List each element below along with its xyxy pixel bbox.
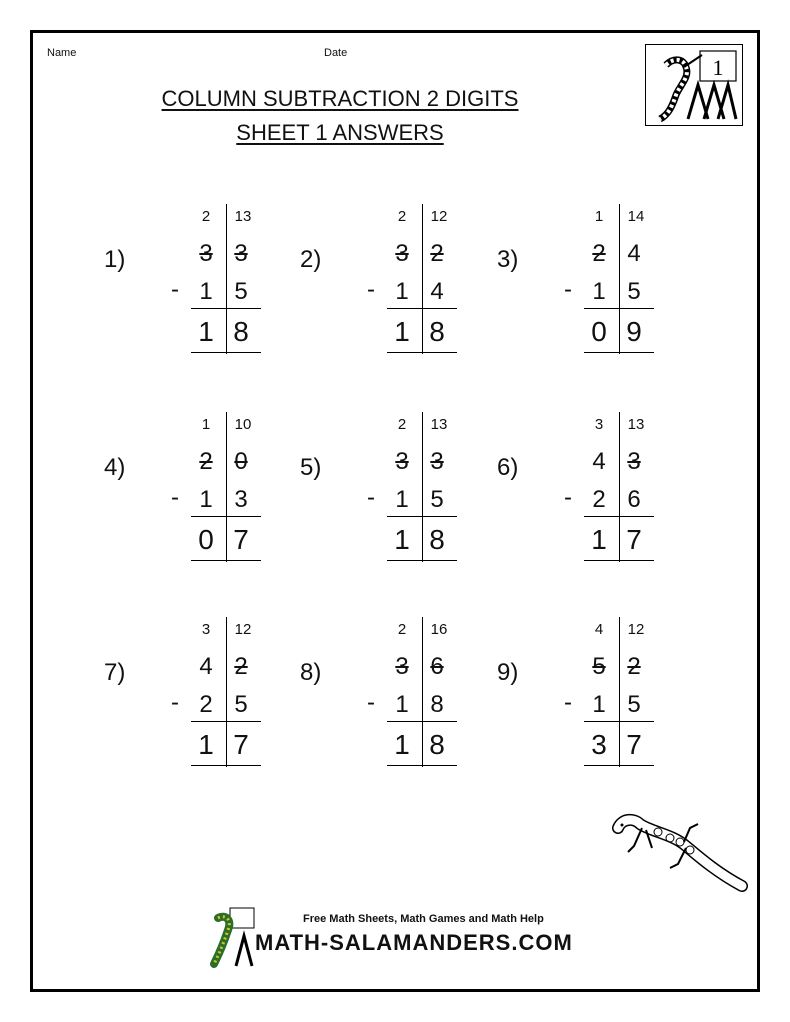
problem-3: [497, 204, 677, 364]
borrow-ones: 12: [234, 621, 252, 638]
minus-sign: -: [367, 276, 375, 303]
problem-5: [300, 412, 480, 572]
place-value-divider: [226, 617, 227, 767]
footer-logo-icon: [208, 906, 258, 968]
place-value-divider: [422, 204, 423, 354]
subtrahend-ones: 6: [627, 486, 641, 513]
borrow-ones: 13: [430, 416, 448, 433]
borrow-tens: 3: [594, 416, 604, 433]
problem-number: 9): [497, 659, 519, 686]
top-ones-digit: 4: [627, 240, 641, 267]
subtrahend-ones: 5: [234, 278, 248, 305]
answer-ones: 8: [233, 316, 249, 347]
answer-tens: 3: [591, 729, 607, 760]
problem-8: [300, 617, 480, 777]
subtrahend-ones: 3: [234, 486, 248, 513]
logo-number: 1: [712, 55, 724, 80]
subtrahend-tens: 1: [592, 278, 606, 305]
problem-number: 5): [300, 454, 322, 481]
date-label: Date: [324, 47, 348, 59]
subtrahend-tens: 1: [199, 278, 213, 305]
worksheet-subtitle: SHEET 1 ANSWERS: [236, 120, 444, 145]
top-tens-digit: 2: [592, 240, 606, 267]
footer-tagline: Free Math Sheets, Math Games and Math Help: [303, 913, 544, 925]
borrow-tens: 3: [201, 621, 211, 638]
answer-tens: 0: [591, 316, 607, 347]
minus-sign: -: [564, 484, 572, 511]
borrow-ones: 12: [627, 621, 645, 638]
problem-9: [497, 617, 677, 777]
problem-number: 8): [300, 659, 322, 686]
subtrahend-ones: 4: [430, 278, 444, 305]
minus-sign: -: [171, 689, 179, 716]
subtrahend-tens: 1: [592, 691, 606, 718]
footer-brand[interactable]: MATH-SALAMANDERS.COM: [255, 930, 573, 955]
subtrahend-ones: 8: [430, 691, 444, 718]
subtrahend-tens: 2: [199, 691, 213, 718]
place-value-divider: [422, 617, 423, 767]
top-tens-digit: 4: [199, 653, 213, 680]
top-ones-digit: 0: [234, 448, 248, 475]
top-ones-digit: 6: [430, 653, 444, 680]
answer-tens: 1: [394, 729, 410, 760]
top-tens-digit: 3: [395, 240, 409, 267]
borrow-tens: 1: [201, 416, 211, 433]
minus-sign: -: [564, 276, 572, 303]
answer-ones: 7: [626, 524, 642, 555]
borrow-tens: 2: [397, 416, 407, 433]
top-tens-digit: 3: [395, 653, 409, 680]
answer-ones: 9: [626, 316, 642, 347]
answer-ones: 7: [626, 729, 642, 760]
top-ones-digit: 3: [430, 448, 444, 475]
place-value-divider: [422, 412, 423, 562]
borrow-tens: 1: [594, 208, 604, 225]
problem-4: [104, 412, 284, 572]
borrow-ones: 13: [627, 416, 645, 433]
borrow-tens: 2: [201, 208, 211, 225]
place-value-divider: [619, 204, 620, 354]
top-tens-digit: 2: [199, 448, 213, 475]
answer-ones: 8: [429, 316, 445, 347]
salamander-logo-icon: [646, 45, 742, 125]
top-tens-digit: 5: [592, 653, 606, 680]
worksheet-title: COLUMN SUBTRACTION 2 DIGITS: [161, 86, 519, 111]
minus-sign: -: [171, 484, 179, 511]
problem-1: [104, 204, 284, 364]
top-tens-digit: 3: [199, 240, 213, 267]
answer-tens: 1: [394, 316, 410, 347]
problem-number: 1): [104, 246, 126, 273]
subtrahend-tens: 1: [199, 486, 213, 513]
subtrahend-ones: 5: [430, 486, 444, 513]
top-tens-digit: 4: [592, 448, 606, 475]
top-ones-digit: 3: [627, 448, 641, 475]
problem-number: 6): [497, 454, 519, 481]
answer-ones: 7: [233, 729, 249, 760]
problem-number: 2): [300, 246, 322, 273]
answer-ones: 7: [233, 524, 249, 555]
place-value-divider: [619, 412, 620, 562]
borrow-ones: 12: [430, 208, 448, 225]
place-value-divider: [226, 412, 227, 562]
answer-tens: 1: [591, 524, 607, 555]
borrow-ones: 13: [234, 208, 252, 225]
borrow-ones: 14: [627, 208, 645, 225]
minus-sign: -: [171, 276, 179, 303]
problem-2: [300, 204, 480, 364]
top-tens-digit: 3: [395, 448, 409, 475]
place-value-divider: [619, 617, 620, 767]
minus-sign: -: [367, 484, 375, 511]
borrow-ones: 10: [234, 416, 252, 433]
answer-ones: 8: [429, 524, 445, 555]
subtrahend-tens: 1: [395, 486, 409, 513]
top-ones-digit: 3: [234, 240, 248, 267]
top-ones-digit: 2: [430, 240, 444, 267]
subtrahend-tens: 2: [592, 486, 606, 513]
answer-tens: 1: [394, 524, 410, 555]
salamander-icon: [612, 812, 748, 896]
answer-ones: 8: [429, 729, 445, 760]
top-ones-digit: 2: [627, 653, 641, 680]
subtrahend-tens: 1: [395, 278, 409, 305]
borrow-tens: 4: [594, 621, 604, 638]
subtrahend-ones: 5: [627, 691, 641, 718]
borrow-ones: 16: [430, 621, 448, 638]
logo-badge: [645, 44, 743, 126]
problem-number: 3): [497, 246, 519, 273]
borrow-tens: 2: [397, 208, 407, 225]
subtrahend-ones: 5: [627, 278, 641, 305]
answer-tens: 0: [198, 524, 214, 555]
problem-number: 7): [104, 659, 126, 686]
borrow-tens: 2: [397, 621, 407, 638]
problem-number: 4): [104, 454, 126, 481]
subtrahend-tens: 1: [395, 691, 409, 718]
minus-sign: -: [367, 689, 375, 716]
place-value-divider: [226, 204, 227, 354]
problem-6: [497, 412, 677, 572]
name-label: Name: [47, 47, 77, 59]
answer-tens: 1: [198, 729, 214, 760]
answer-tens: 1: [198, 316, 214, 347]
problem-7: [104, 617, 284, 777]
minus-sign: -: [564, 689, 572, 716]
top-ones-digit: 2: [234, 653, 248, 680]
subtrahend-ones: 5: [234, 691, 248, 718]
